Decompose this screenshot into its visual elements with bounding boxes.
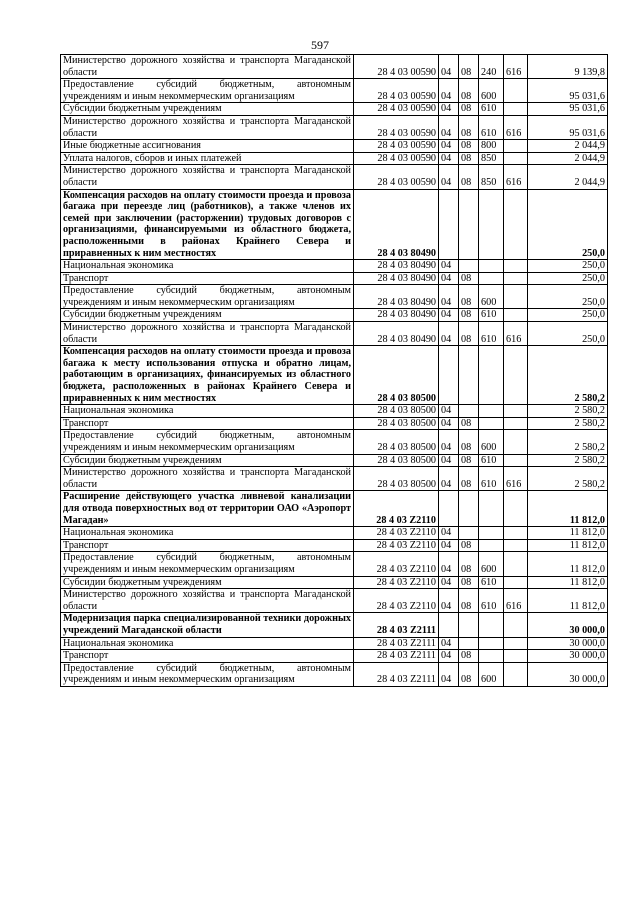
expense-type-cell [479, 491, 504, 527]
expense-name-cell: Расширение действующего участка ливневой канализации для отвода поверхностных вод от территории ОАО «Аэропорт Магадан» [61, 491, 354, 527]
admin-code-cell [504, 260, 528, 273]
expense-name-cell: Предоставление субсидий бюджетным, автономным учреждениям и иным некоммерческим организациям [61, 285, 354, 309]
subsection-cell: 08 [459, 650, 479, 663]
section-cell: 04 [439, 539, 459, 552]
admin-code-cell [504, 650, 528, 663]
expense-name-cell: Предоставление субсидий бюджетным, автономным учреждениям и иным некоммерческим организациям [61, 430, 354, 454]
amount-cell: 30 000,0 [528, 650, 608, 663]
admin-code-cell [504, 552, 528, 576]
table-row [61, 405, 608, 418]
admin-code-cell [504, 662, 528, 686]
budget-table-body [61, 55, 608, 687]
expense-name-cell: Транспорт [61, 272, 354, 285]
expense-type-cell: 610 [479, 115, 504, 139]
amount-cell: 95 031,6 [528, 79, 608, 103]
subsection-cell: 08 [459, 272, 479, 285]
expense-type-cell: 610 [479, 576, 504, 589]
subsection-cell [459, 405, 479, 418]
table-row [61, 613, 608, 637]
expense-name-cell: Субсидии бюджетным учреждениям [61, 309, 354, 322]
table-row [61, 189, 608, 260]
section-cell: 04 [439, 55, 459, 79]
amount-cell: 95 031,6 [528, 103, 608, 116]
expense-name-cell: Субсидии бюджетным учреждениям [61, 454, 354, 467]
table-row [61, 309, 608, 322]
table-row [61, 417, 608, 430]
expense-name-cell: Предоставление субсидий бюджетным, автономным учреждениям и иным некоммерческим организациям [61, 552, 354, 576]
amount-cell: 2 580,2 [528, 467, 608, 491]
expense-name-cell: Предоставление субсидий бюджетным, автономным учреждениям и иным некоммерческим организациям [61, 79, 354, 103]
subsection-cell: 08 [459, 576, 479, 589]
expense-name-cell: Национальная экономика [61, 260, 354, 273]
expense-type-cell: 610 [479, 467, 504, 491]
target-article-cell: 28 4 03 00590 [354, 152, 439, 165]
amount-cell: 2 044,9 [528, 140, 608, 153]
section-cell: 04 [439, 165, 459, 189]
subsection-cell: 08 [459, 285, 479, 309]
expense-name-cell: Национальная экономика [61, 637, 354, 650]
expense-name-cell: Национальная экономика [61, 405, 354, 418]
amount-cell: 2 044,9 [528, 165, 608, 189]
subsection-cell: 08 [459, 430, 479, 454]
section-cell [439, 189, 459, 260]
target-article-cell: 28 4 03 80490 [354, 285, 439, 309]
table-row [61, 650, 608, 663]
subsection-cell [459, 527, 479, 540]
target-article-cell: 28 4 03 00590 [354, 165, 439, 189]
amount-cell: 250,0 [528, 260, 608, 273]
table-row [61, 165, 608, 189]
target-article-cell: 28 4 03 Z2111 [354, 650, 439, 663]
expense-name-cell: Уплата налогов, сборов и иных платежей [61, 152, 354, 165]
target-article-cell: 28 4 03 80500 [354, 346, 439, 405]
amount-cell: 250,0 [528, 272, 608, 285]
amount-cell: 30 000,0 [528, 637, 608, 650]
table-row [61, 272, 608, 285]
subsection-cell: 08 [459, 55, 479, 79]
target-article-cell: 28 4 03 Z2110 [354, 539, 439, 552]
table-row [61, 454, 608, 467]
admin-code-cell [504, 405, 528, 418]
amount-cell: 2 580,2 [528, 417, 608, 430]
table-row [61, 115, 608, 139]
subsection-cell: 08 [459, 79, 479, 103]
amount-cell: 95 031,6 [528, 115, 608, 139]
target-article-cell: 28 4 03 Z2111 [354, 662, 439, 686]
admin-code-cell [504, 346, 528, 405]
table-row [61, 527, 608, 540]
expense-name-cell: Транспорт [61, 539, 354, 552]
target-article-cell: 28 4 03 00590 [354, 79, 439, 103]
amount-cell: 2 044,9 [528, 152, 608, 165]
amount-cell: 250,0 [528, 309, 608, 322]
subsection-cell: 08 [459, 103, 479, 116]
expense-name-cell: Национальная экономика [61, 527, 354, 540]
table-row [61, 152, 608, 165]
amount-cell: 11 812,0 [528, 527, 608, 540]
admin-code-cell: 616 [504, 165, 528, 189]
subsection-cell [459, 613, 479, 637]
admin-code-cell [504, 309, 528, 322]
subsection-cell [459, 189, 479, 260]
admin-code-cell [504, 576, 528, 589]
admin-code-cell: 616 [504, 115, 528, 139]
amount-cell: 9 139,8 [528, 55, 608, 79]
table-row [61, 589, 608, 613]
expense-type-cell: 850 [479, 152, 504, 165]
subsection-cell: 08 [459, 467, 479, 491]
admin-code-cell [504, 189, 528, 260]
section-cell: 04 [439, 140, 459, 153]
admin-code-cell [504, 103, 528, 116]
subsection-cell: 08 [459, 152, 479, 165]
admin-code-cell [504, 430, 528, 454]
admin-code-cell [504, 272, 528, 285]
section-cell: 04 [439, 417, 459, 430]
subsection-cell: 08 [459, 454, 479, 467]
subsection-cell [459, 637, 479, 650]
target-article-cell: 28 4 03 Z2110 [354, 576, 439, 589]
expense-name-cell: Министерство дорожного хозяйства и транспорта Магаданской области [61, 467, 354, 491]
expense-type-cell [479, 405, 504, 418]
expense-type-cell: 610 [479, 589, 504, 613]
expense-name-cell: Министерство дорожного хозяйства и транспорта Магаданской области [61, 589, 354, 613]
expense-type-cell: 600 [479, 552, 504, 576]
expense-type-cell: 600 [479, 430, 504, 454]
subsection-cell: 08 [459, 165, 479, 189]
target-article-cell: 28 4 03 00590 [354, 140, 439, 153]
subsection-cell: 08 [459, 417, 479, 430]
table-row [61, 539, 608, 552]
admin-code-cell: 616 [504, 55, 528, 79]
admin-code-cell [504, 491, 528, 527]
table-row [61, 662, 608, 686]
amount-cell: 2 580,2 [528, 430, 608, 454]
target-article-cell: 28 4 03 80500 [354, 454, 439, 467]
expense-type-cell: 610 [479, 103, 504, 116]
table-row [61, 322, 608, 346]
expense-type-cell [479, 346, 504, 405]
target-article-cell: 28 4 03 80500 [354, 417, 439, 430]
table-row [61, 430, 608, 454]
section-cell: 04 [439, 405, 459, 418]
admin-code-cell [504, 152, 528, 165]
amount-cell: 250,0 [528, 322, 608, 346]
section-cell: 04 [439, 272, 459, 285]
expense-type-cell [479, 260, 504, 273]
subsection-cell [459, 260, 479, 273]
target-article-cell: 28 4 03 80490 [354, 309, 439, 322]
admin-code-cell [504, 79, 528, 103]
target-article-cell: 28 4 03 00590 [354, 55, 439, 79]
expense-type-cell [479, 637, 504, 650]
section-cell: 04 [439, 637, 459, 650]
amount-cell: 2 580,2 [528, 346, 608, 405]
expense-type-cell [479, 189, 504, 260]
admin-code-cell [504, 285, 528, 309]
section-cell: 04 [439, 430, 459, 454]
admin-code-cell: 616 [504, 467, 528, 491]
admin-code-cell [504, 527, 528, 540]
section-cell [439, 613, 459, 637]
subsection-cell [459, 491, 479, 527]
subsection-cell: 08 [459, 552, 479, 576]
section-cell: 04 [439, 662, 459, 686]
expense-type-cell [479, 539, 504, 552]
expense-type-cell: 800 [479, 140, 504, 153]
section-cell: 04 [439, 115, 459, 139]
target-article-cell: 28 4 03 80500 [354, 405, 439, 418]
table-row [61, 103, 608, 116]
section-cell: 04 [439, 576, 459, 589]
admin-code-cell [504, 140, 528, 153]
expense-type-cell: 240 [479, 55, 504, 79]
section-cell: 04 [439, 322, 459, 346]
target-article-cell: 28 4 03 80500 [354, 430, 439, 454]
expense-type-cell: 850 [479, 165, 504, 189]
expense-type-cell [479, 650, 504, 663]
table-row [61, 285, 608, 309]
section-cell: 04 [439, 260, 459, 273]
table-row [61, 637, 608, 650]
expense-name-cell: Министерство дорожного хозяйства и транспорта Магаданской области [61, 55, 354, 79]
page-number: 597 [311, 38, 329, 52]
amount-cell: 2 580,2 [528, 454, 608, 467]
section-cell: 04 [439, 103, 459, 116]
expense-name-cell: Транспорт [61, 650, 354, 663]
table-row [61, 79, 608, 103]
target-article-cell: 28 4 03 Z2110 [354, 552, 439, 576]
admin-code-cell [504, 539, 528, 552]
table-row [61, 260, 608, 273]
amount-cell: 11 812,0 [528, 589, 608, 613]
amount-cell: 2 580,2 [528, 405, 608, 418]
expense-type-cell [479, 613, 504, 637]
expense-type-cell: 600 [479, 285, 504, 309]
section-cell: 04 [439, 152, 459, 165]
section-cell: 04 [439, 589, 459, 613]
section-cell: 04 [439, 309, 459, 322]
admin-code-cell: 616 [504, 589, 528, 613]
expense-type-cell: 610 [479, 454, 504, 467]
expense-name-cell: Иные бюджетные ассигнования [61, 140, 354, 153]
subsection-cell: 08 [459, 589, 479, 613]
table-row [61, 55, 608, 79]
target-article-cell: 28 4 03 Z2111 [354, 613, 439, 637]
table-row [61, 346, 608, 405]
amount-cell: 30 000,0 [528, 613, 608, 637]
expense-name-cell: Субсидии бюджетным учреждениям [61, 576, 354, 589]
amount-cell: 11 812,0 [528, 552, 608, 576]
subsection-cell [459, 346, 479, 405]
amount-cell: 11 812,0 [528, 491, 608, 527]
target-article-cell: 28 4 03 80490 [354, 189, 439, 260]
table-row [61, 467, 608, 491]
target-article-cell: 28 4 03 Z2110 [354, 589, 439, 613]
target-article-cell: 28 4 03 Z2110 [354, 527, 439, 540]
target-article-cell: 28 4 03 00590 [354, 115, 439, 139]
expense-name-cell: Модернизация парка специализированной техники дорожных учреждений Магаданской области [61, 613, 354, 637]
target-article-cell: 28 4 03 00590 [354, 103, 439, 116]
section-cell: 04 [439, 285, 459, 309]
expense-name-cell: Компенсация расходов на оплату стоимости проезда и провоза багажа при переезде лиц (работников), а также членов их семей при заключении (расторжении) трудовых договоров с организациями, финансируемыми из областного бюджета, расположенными в районах Крайнего Севера и приравненных к ним местностях [61, 189, 354, 260]
table-row [61, 552, 608, 576]
amount-cell: 250,0 [528, 189, 608, 260]
section-cell [439, 491, 459, 527]
amount-cell: 30 000,0 [528, 662, 608, 686]
admin-code-cell [504, 454, 528, 467]
target-article-cell: 28 4 03 Z2111 [354, 637, 439, 650]
target-article-cell: 28 4 03 80490 [354, 260, 439, 273]
expense-name-cell: Транспорт [61, 417, 354, 430]
expense-name-cell: Предоставление субсидий бюджетным, автономным учреждениям и иным некоммерческим организациям [61, 662, 354, 686]
expense-name-cell: Министерство дорожного хозяйства и транспорта Магаданской области [61, 115, 354, 139]
expense-type-cell [479, 417, 504, 430]
section-cell: 04 [439, 79, 459, 103]
section-cell: 04 [439, 467, 459, 491]
target-article-cell: 28 4 03 80500 [354, 467, 439, 491]
section-cell: 04 [439, 454, 459, 467]
amount-cell: 11 812,0 [528, 576, 608, 589]
target-article-cell: 28 4 03 80490 [354, 272, 439, 285]
target-article-cell: 28 4 03 80490 [354, 322, 439, 346]
admin-code-cell [504, 613, 528, 637]
table-row [61, 576, 608, 589]
table-row [61, 491, 608, 527]
subsection-cell: 08 [459, 309, 479, 322]
table-row [61, 140, 608, 153]
amount-cell: 250,0 [528, 285, 608, 309]
subsection-cell: 08 [459, 140, 479, 153]
amount-cell: 11 812,0 [528, 539, 608, 552]
expense-type-cell [479, 272, 504, 285]
section-cell: 04 [439, 650, 459, 663]
expense-name-cell: Компенсация расходов на оплату стоимости проезда и провоза багажа к месту использования отпуска и обратно лицам, работающим в организациях, финансируемых из областного бюджета, расположенных в районах Крайнего Севера и приравненных к ним местностях [61, 346, 354, 405]
section-cell [439, 346, 459, 405]
expense-type-cell [479, 527, 504, 540]
expense-name-cell: Министерство дорожного хозяйства и транспорта Магаданской области [61, 322, 354, 346]
expense-type-cell: 600 [479, 662, 504, 686]
subsection-cell: 08 [459, 662, 479, 686]
expense-type-cell: 600 [479, 79, 504, 103]
expense-type-cell: 610 [479, 322, 504, 346]
expense-type-cell: 610 [479, 309, 504, 322]
budget-table [60, 54, 608, 687]
subsection-cell: 08 [459, 322, 479, 346]
expense-name-cell: Субсидии бюджетным учреждениям [61, 103, 354, 116]
admin-code-cell: 616 [504, 322, 528, 346]
admin-code-cell [504, 637, 528, 650]
expense-name-cell: Министерство дорожного хозяйства и транспорта Магаданской области [61, 165, 354, 189]
subsection-cell: 08 [459, 115, 479, 139]
section-cell: 04 [439, 527, 459, 540]
target-article-cell: 28 4 03 Z2110 [354, 491, 439, 527]
subsection-cell: 08 [459, 539, 479, 552]
section-cell: 04 [439, 552, 459, 576]
admin-code-cell [504, 417, 528, 430]
